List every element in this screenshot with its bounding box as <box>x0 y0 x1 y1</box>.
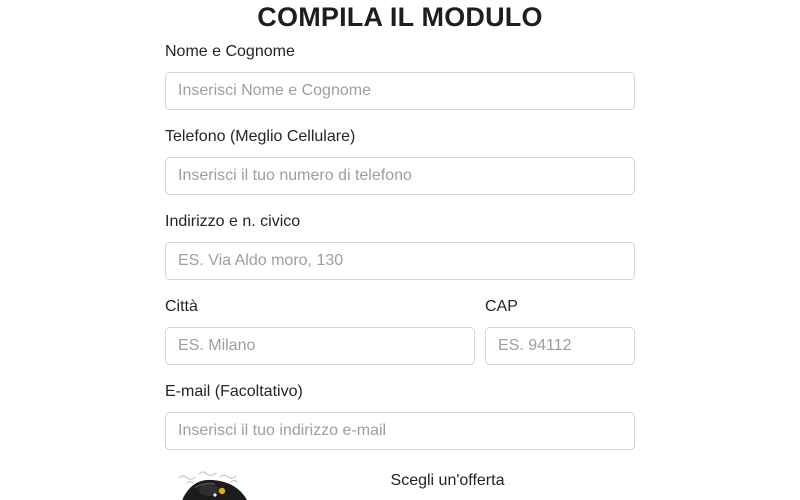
offer-heading: Scegli un'offerta <box>390 472 505 489</box>
telefono-label: Telefono (Meglio Cellulare) <box>165 128 356 145</box>
field-group-citta <box>165 298 475 365</box>
citta-label: Città <box>165 298 198 315</box>
cap-input[interactable] <box>485 327 635 365</box>
field-group-indirizzo <box>165 213 635 280</box>
field-group-cap <box>485 298 635 365</box>
cap-label: CAP <box>485 298 518 315</box>
nome-cognome-input[interactable] <box>165 72 635 110</box>
indirizzo-label: Indirizzo e n. civico <box>165 213 301 230</box>
citta-input[interactable] <box>165 327 475 365</box>
field-group-nome-cognome <box>165 43 635 110</box>
email-label: E-mail (Facoltativo) <box>165 383 303 400</box>
offer-section <box>165 468 635 500</box>
form-container <box>165 0 635 500</box>
field-group-email <box>165 383 635 450</box>
telefono-input[interactable] <box>165 157 635 195</box>
email-input[interactable] <box>165 412 635 450</box>
offer-product-image <box>165 468 260 500</box>
page-title: COMPILA IL MODULO <box>257 2 543 32</box>
field-group-telefono <box>165 128 635 195</box>
nome-cognome-label: Nome e Cognome <box>165 43 295 60</box>
city-cap-row <box>165 298 635 365</box>
offer-heading-wrap <box>260 468 635 491</box>
indirizzo-input[interactable] <box>165 242 635 280</box>
